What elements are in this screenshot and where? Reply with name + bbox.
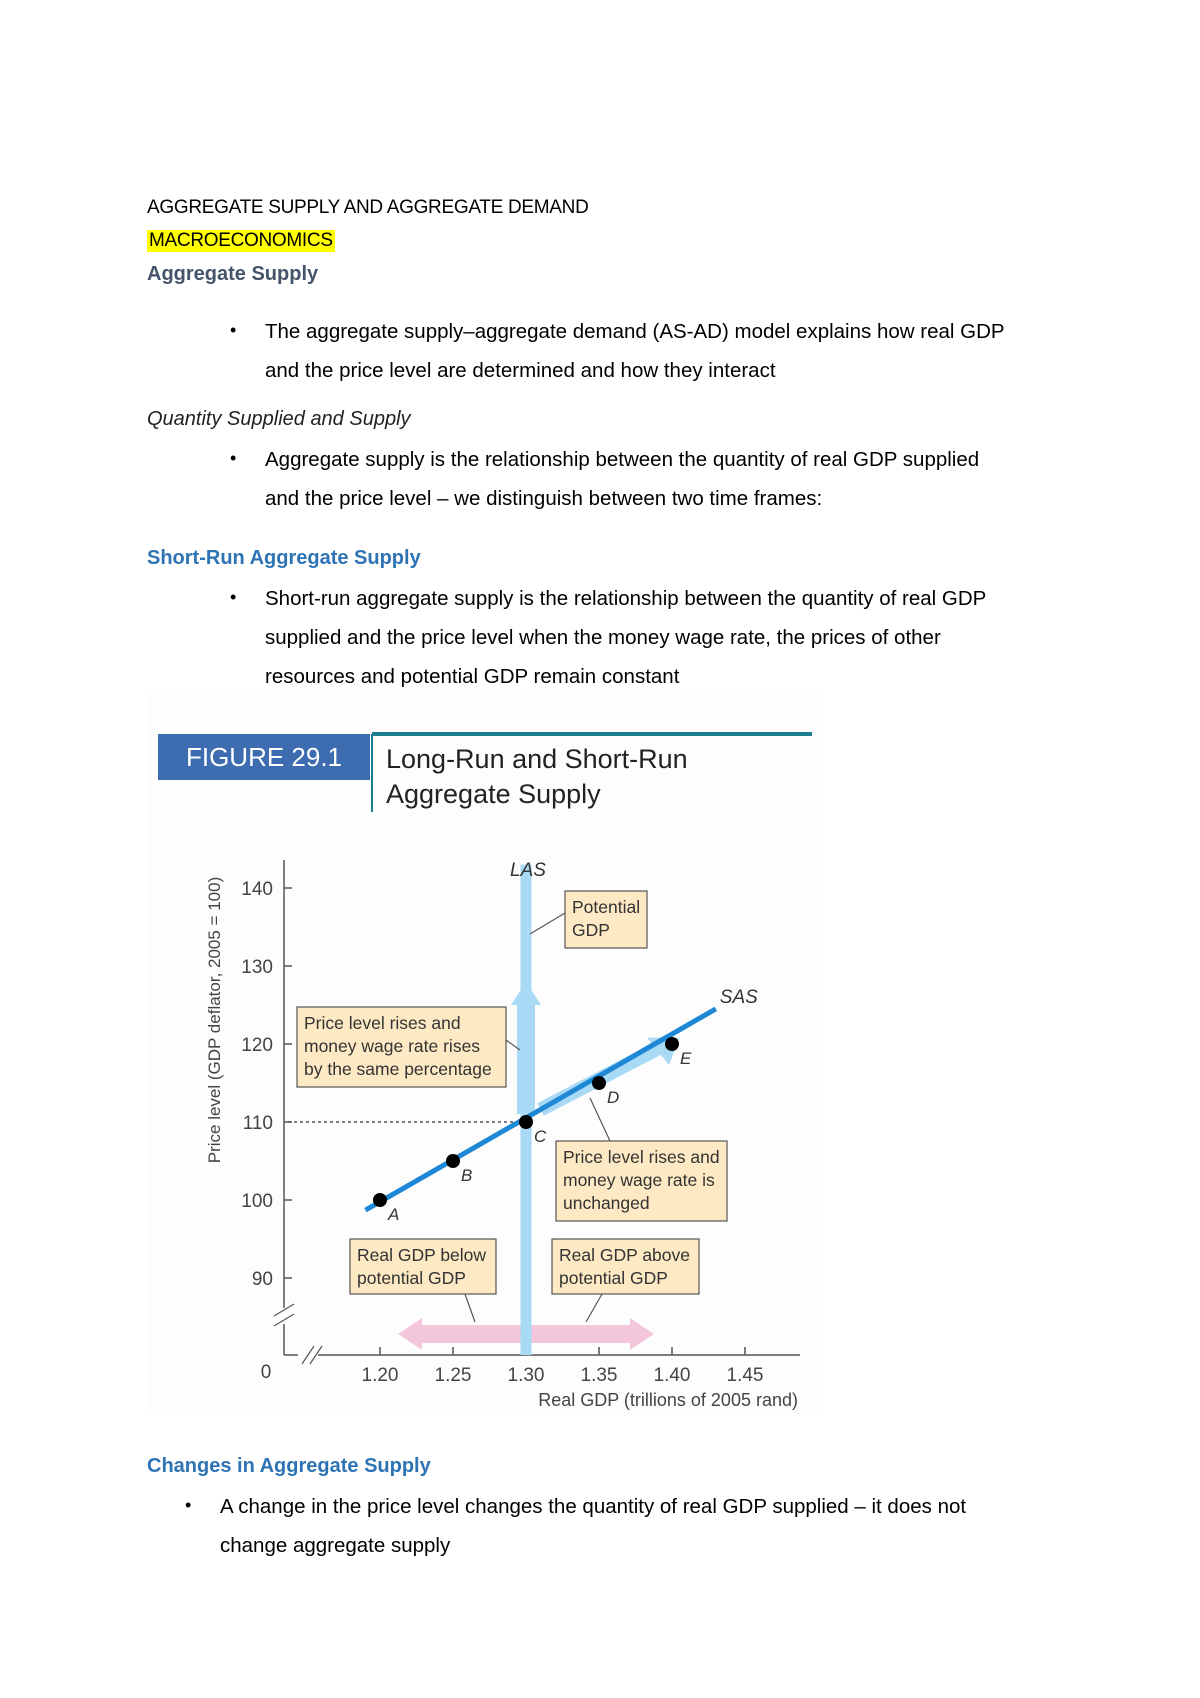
origin-label: 0 xyxy=(260,1362,272,1383)
text-line: Short-run aggregate supply is the relationship between the quantity of real GDP xyxy=(265,587,987,610)
point-label-B: B xyxy=(461,1166,473,1185)
las-shift-callout-text: money wage rate rises xyxy=(304,1036,481,1056)
below-potential-leader xyxy=(465,1294,475,1322)
text-line: The aggregate supply–aggregate demand (AS-AD) model explains how real GDP xyxy=(265,320,1005,343)
text-line: and the price level are determined and how they interact xyxy=(265,359,776,382)
x-tick-label: 1.35 xyxy=(580,1365,618,1386)
point-label-E: E xyxy=(680,1049,692,1068)
y-axis-label: Price level (GDP deflator, 2005 = 100) xyxy=(205,876,224,1164)
gap-arrow-left-head xyxy=(398,1318,422,1350)
italic-subheading: Quantity Supplied and Supply xyxy=(147,408,411,430)
x-tick-label: 1.30 xyxy=(507,1365,545,1386)
sas-move-callout-text: money wage rate is xyxy=(563,1170,715,1190)
point-A xyxy=(373,1193,387,1207)
y-tick-label: 90 xyxy=(251,1269,273,1290)
subject-highlight: MACROECONOMICS xyxy=(149,230,333,251)
figure-title-line1: Long-Run and Short-Run xyxy=(386,744,688,774)
below-potential-callout-text: potential GDP xyxy=(357,1268,466,1288)
x-tick-label: 1.40 xyxy=(653,1365,691,1386)
text-line: resources and potential GDP remain constant xyxy=(265,665,680,688)
sas-move-callout-text: unchanged xyxy=(563,1193,650,1213)
y-tick-label: 140 xyxy=(241,879,273,900)
x-tick-label: 1.20 xyxy=(361,1365,399,1386)
bullet-marker: • xyxy=(230,448,237,468)
point-C xyxy=(519,1115,533,1129)
y-tick-label: 100 xyxy=(241,1191,273,1212)
document-title: AGGREGATE SUPPLY AND AGGREGATE DEMAND xyxy=(147,197,589,218)
figure-title-line2: Aggregate Supply xyxy=(386,779,601,809)
text-line: Aggregate supply is the relationship between the quantity of real GDP supplied xyxy=(265,448,980,471)
potential-gdp-callout-text: GDP xyxy=(572,920,610,940)
above-potential-callout-text: potential GDP xyxy=(559,1268,668,1288)
point-B xyxy=(446,1154,460,1168)
point-label-D: D xyxy=(607,1088,620,1107)
x-tick-label: 1.45 xyxy=(726,1365,764,1386)
point-label-C: C xyxy=(534,1127,547,1146)
las-shift-callout-text: by the same percentage xyxy=(304,1059,492,1079)
las-shift-arrow-body xyxy=(517,1005,535,1114)
gap-arrow-right-head xyxy=(630,1318,654,1350)
bullet-marker: • xyxy=(230,320,237,340)
x-tick-label: 1.25 xyxy=(434,1365,472,1386)
y-tick-label: 130 xyxy=(241,957,273,978)
chart-area xyxy=(205,860,800,1410)
point-E xyxy=(665,1037,679,1051)
sas-label: SAS xyxy=(719,986,758,1008)
text-line: and the price level – we distinguish between two time frames: xyxy=(265,487,823,510)
y-tick-label: 110 xyxy=(242,1113,273,1134)
bullet-marker: • xyxy=(230,587,237,607)
potential-gdp-callout-text: Potential xyxy=(572,897,641,917)
point-D xyxy=(592,1076,606,1090)
below-potential-callout-text: Real GDP below xyxy=(357,1245,487,1265)
x-axis-label: Real GDP (trillions of 2005 rand) xyxy=(538,1390,798,1410)
above-potential-leader xyxy=(586,1294,602,1322)
point-label-A: A xyxy=(388,1205,400,1224)
las-shift-callout-text: Price level rises and xyxy=(304,1013,461,1033)
section-heading: Aggregate Supply xyxy=(147,263,319,285)
las-label: LAS xyxy=(510,860,546,881)
text-line: supplied and the price level when the money wage rate, the prices of other xyxy=(265,626,941,649)
las-shift-arrow-head xyxy=(511,982,541,1005)
above-potential-callout-text: Real GDP above xyxy=(559,1245,691,1265)
bullet-marker: • xyxy=(185,1495,192,1515)
potential-gdp-leader xyxy=(530,913,565,934)
figure-label: FIGURE 29.1 xyxy=(185,742,343,772)
text-line: change aggregate supply xyxy=(220,1534,451,1557)
sas-move-callout-text: Price level rises and xyxy=(563,1147,720,1167)
sras-heading: Short-Run Aggregate Supply xyxy=(147,547,421,569)
bullet-paragraph xyxy=(220,1487,966,1565)
text-line: A change in the price level changes the quantity of real GDP supplied – it does not xyxy=(220,1495,967,1518)
y-tick-label: 120 xyxy=(241,1035,273,1056)
changes-heading: Changes in Aggregate Supply xyxy=(147,1455,431,1477)
